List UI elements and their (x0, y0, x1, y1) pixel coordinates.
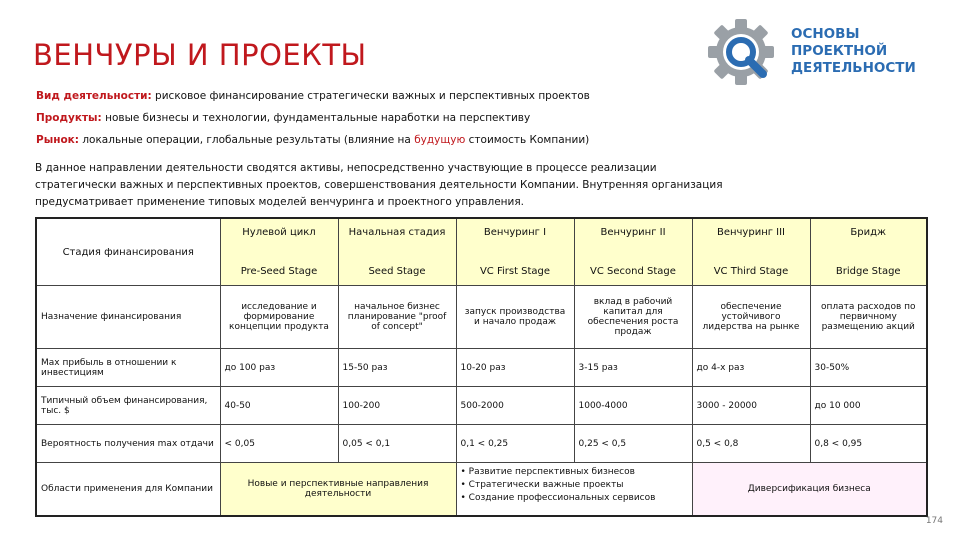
table-cell: обеспечение устойчивого лидерства на рынке (692, 286, 810, 349)
logo (705, 14, 935, 92)
market-text-before: локальные операции, глобальные результаты (влияние на (78, 134, 415, 146)
stage-header (692, 218, 810, 286)
intro-paragraph: В данное направлении деятельности сводятся активы, непосредственно участвующие в процессе реализации стратегически важных и перспективных проектов, совершенствования деятельности Компании. Внутренняя организация предусматривает применение типовых моделей венчуринга и проектного управления. (35, 162, 723, 208)
table-cell: 3000 - 20000 (692, 387, 810, 425)
table-cell: 0,25 < 0,5 (574, 425, 692, 463)
gear-magnifier-icon (705, 16, 785, 90)
row-label: Назначение финансирования (36, 286, 220, 349)
table-cell: < 0,05 (220, 425, 338, 463)
table-cell: 0,8 < 0,95 (810, 425, 927, 463)
table-cell: оплата расходов по первичному размещению акций (810, 286, 927, 349)
stage-code: VC First Stage (479, 266, 551, 277)
products-label: Продукты: (36, 112, 102, 124)
table-cell: до 4-х раз (692, 349, 810, 387)
list-item: • Создание профессиональных сервисов (460, 493, 656, 503)
row-label: Типичный объем финансирования, тыс. $ (36, 387, 220, 425)
market-text-after: стоимость Компании) (465, 134, 590, 146)
table-row (36, 387, 927, 425)
table-cell: начальное бизнес планирование "proof of concept" (338, 286, 456, 349)
stage-name: Нулевой цикл (242, 227, 316, 238)
table-cell: 0,5 < 0,8 (692, 425, 810, 463)
table-cell: 100-200 (338, 387, 456, 425)
stage-name: Венчуринг I (483, 227, 547, 238)
stage-code: Bridge Stage (835, 266, 901, 277)
row-label: Max прибыль в отношении к инвестициям (36, 349, 220, 387)
market-line (36, 134, 589, 146)
logo-line-1: ОСНОВЫ (791, 26, 860, 42)
financing-table (35, 217, 928, 517)
stage-name: Венчуринг II (600, 227, 666, 238)
activity-text: рисковое финансирование стратегически важных и перспективных проектов (151, 90, 590, 102)
table-cell: 3-15 раз (574, 349, 692, 387)
stage-header (810, 218, 927, 286)
table-cell: 15-50 раз (338, 349, 456, 387)
stage-header (220, 218, 338, 286)
table-cell: 0,05 < 0,1 (338, 425, 456, 463)
table-cell: до 100 раз (220, 349, 338, 387)
stage-name: Бридж (850, 227, 887, 238)
activity-label: Вид деятельности: (36, 90, 152, 102)
table-row (36, 425, 927, 463)
row-label: Вероятность получения max отдачи (36, 425, 220, 463)
areas-diversification-cell: Диверсификация бизнеса (692, 463, 927, 517)
table-cell: исследование и формирование концепции продукта (220, 286, 338, 349)
stage-code: Seed Stage (368, 266, 426, 277)
table-cell: до 10 000 (810, 387, 927, 425)
table-cell: запуск производства и начало продаж (456, 286, 574, 349)
row-label: Области применения для Компании (36, 463, 220, 517)
logo-line-2: ПРОЕКТНОЙ (791, 43, 888, 59)
table-cell: вклад в рабочий капитал для обеспечения роста продаж (574, 286, 692, 349)
header-label: Стадия финансирования (36, 218, 220, 286)
areas-new-cell: Новые и перспективные направления деятельности (220, 463, 456, 517)
table-header-row (36, 218, 927, 286)
table-cell: 40-50 (220, 387, 338, 425)
products-text: новые бизнесы и технологии, фундаментальные наработки на перспективу (101, 112, 531, 124)
page-title: ВЕНЧУРЫ И ПРОЕКТЫ (33, 38, 367, 72)
table-row (36, 463, 927, 517)
stage-header (456, 218, 574, 286)
table-row (36, 286, 927, 349)
areas-bullet-list (461, 466, 688, 505)
products-line (36, 112, 530, 124)
table-cell: 500-2000 (456, 387, 574, 425)
stage-code: VC Third Stage (713, 266, 789, 277)
table-cell: 0,1 < 0,25 (456, 425, 574, 463)
stage-code: VC Second Stage (590, 266, 676, 277)
stage-header (574, 218, 692, 286)
table-row (36, 349, 927, 387)
stage-code: Pre-Seed Stage (240, 266, 318, 277)
logo-line-3: ДЕЯТЕЛЬНОСТИ (791, 60, 916, 76)
logo-text (791, 26, 916, 77)
market-highlight: будущую (414, 134, 466, 146)
table-cell: 30-50% (810, 349, 927, 387)
list-item: • Стратегически важные проекты (460, 480, 624, 490)
stage-name: Венчуринг III (716, 227, 786, 238)
table-cell: 10-20 раз (456, 349, 574, 387)
areas-bullets-cell (456, 463, 692, 517)
market-label: Рынок: (36, 134, 79, 146)
activity-line (36, 90, 590, 102)
list-item: • Развитие перспективных бизнесов (460, 467, 635, 477)
page-number: 174 (925, 516, 943, 526)
stage-name: Начальная стадия (348, 227, 446, 238)
stage-header (338, 218, 456, 286)
table-cell: 1000-4000 (574, 387, 692, 425)
